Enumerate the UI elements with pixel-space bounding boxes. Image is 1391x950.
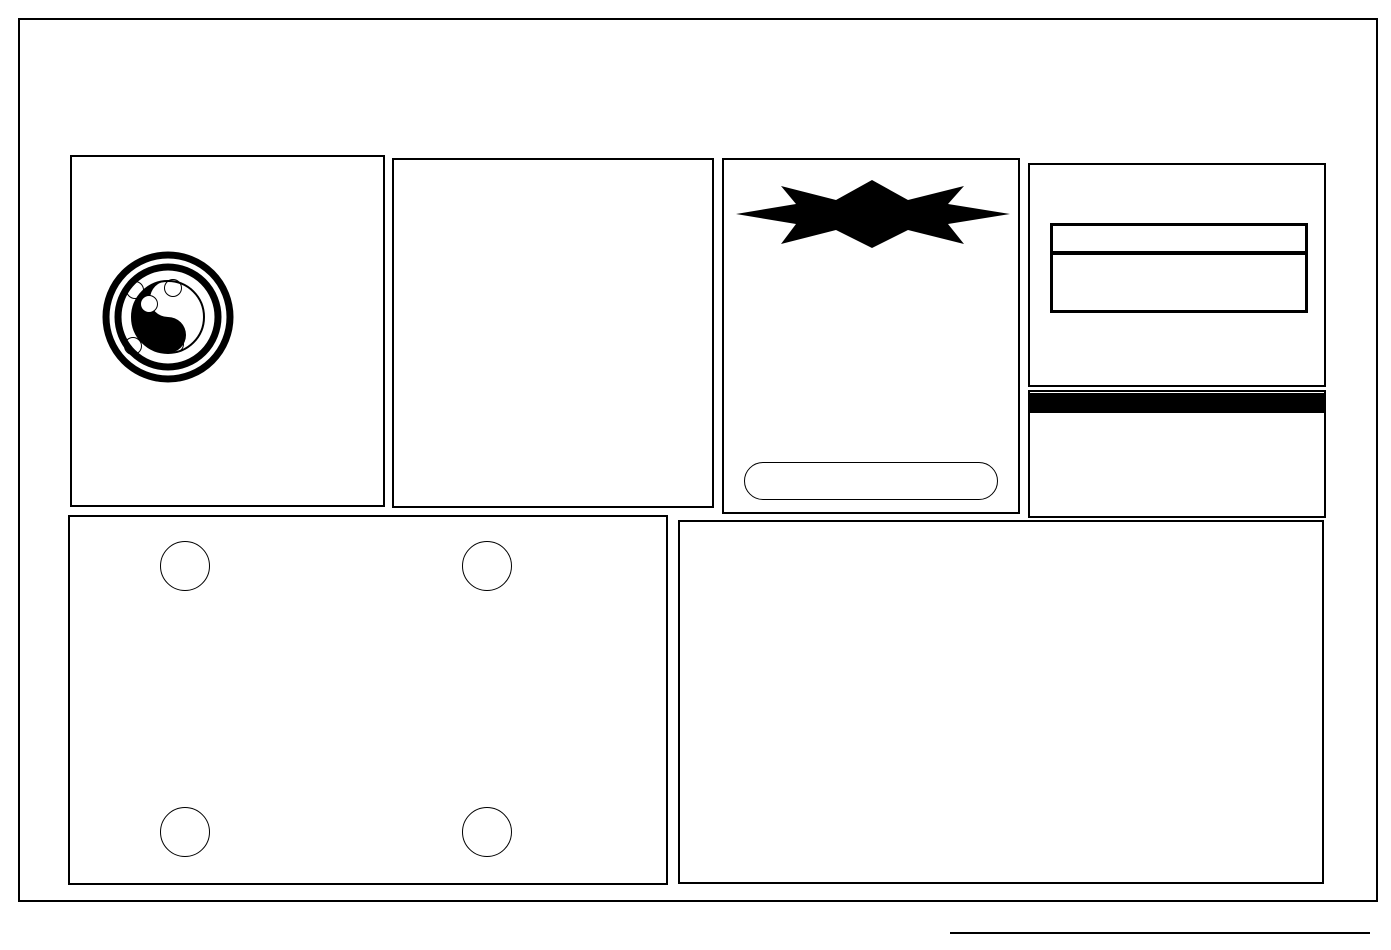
bagua-digit	[150, 317, 168, 335]
wheel-panel	[68, 515, 668, 885]
footer-underline	[950, 932, 1370, 934]
horse-news-panel	[722, 158, 1020, 514]
poem-panel	[392, 158, 714, 508]
bagua-panel	[70, 155, 385, 507]
bagua-digit	[126, 281, 144, 299]
roulette-wheel	[202, 547, 482, 847]
horses-panel	[678, 520, 1324, 884]
poem-body	[422, 268, 702, 498]
top-brand-band	[28, 112, 1368, 146]
page-title	[400, 22, 1020, 112]
abacus-panel	[1028, 163, 1326, 387]
analysis-panel	[1028, 390, 1326, 518]
send-bubble	[744, 462, 998, 500]
bagua-digit	[140, 295, 158, 313]
horses-illustration	[690, 678, 1316, 878]
banner-star	[726, 178, 1018, 250]
bagua-digit	[166, 335, 184, 353]
bagua-digit	[164, 279, 182, 297]
bagua-diagram	[78, 237, 258, 397]
right-brand-band	[1342, 118, 1372, 900]
bagua-digit	[124, 337, 142, 355]
abacus-graphic	[1050, 223, 1308, 313]
left-brand-band	[26, 146, 52, 900]
analysis-title	[1030, 393, 1324, 413]
